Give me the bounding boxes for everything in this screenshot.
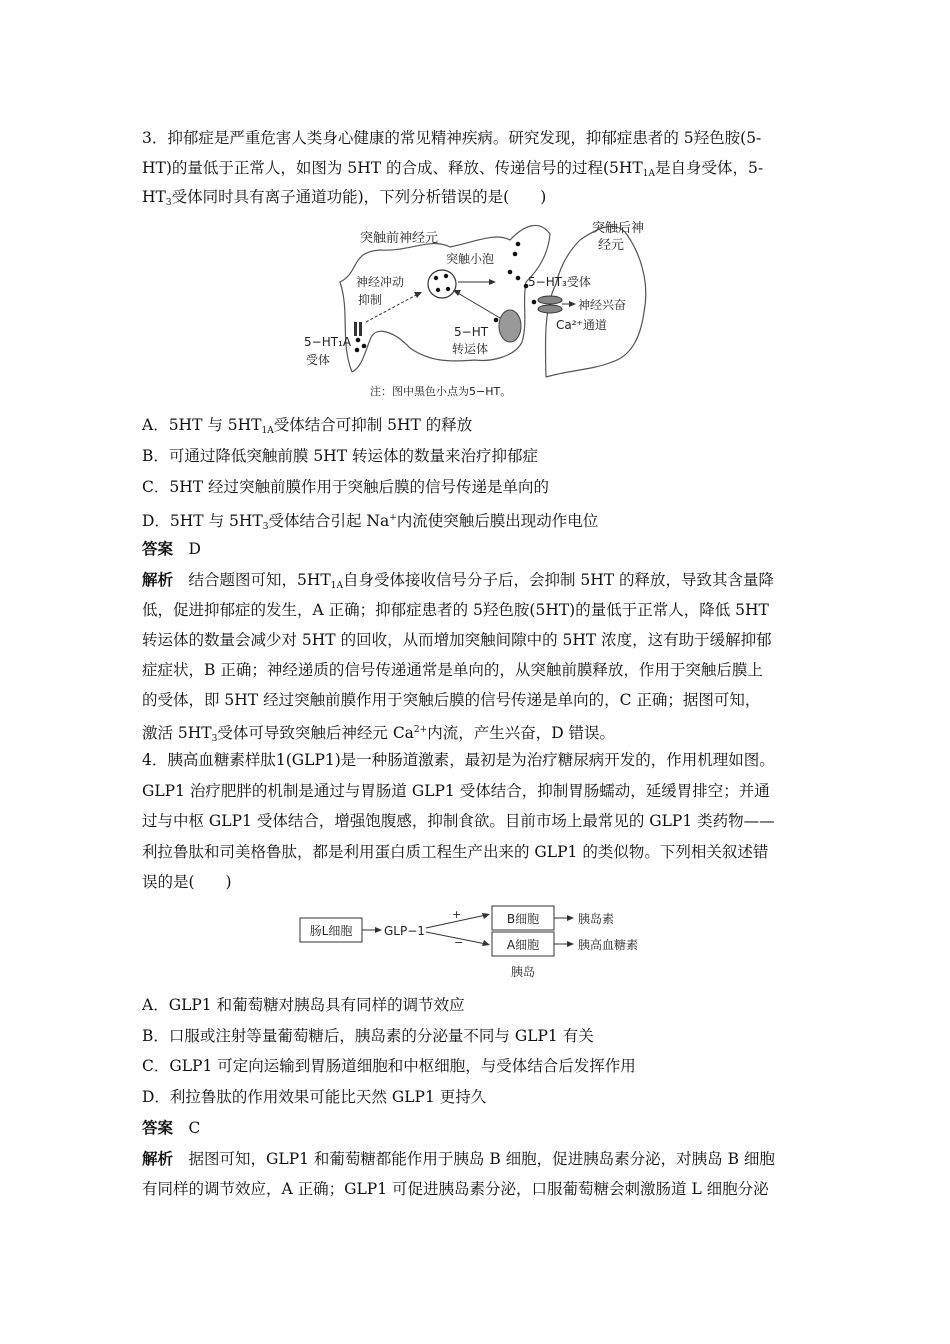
label-ca-channel: Ca²⁺通道	[556, 318, 607, 332]
diagram-mark	[456, 292, 500, 318]
q3-analysis-line-4: 症症状，B 正确；神经递质的信号传递通常是单向的，从突触前膜释放，作用于突触后膜上	[142, 661, 763, 679]
q3-answer: 答案 D	[142, 539, 201, 558]
5ht-transporter	[499, 310, 521, 342]
label-5ht1a-2: 受体	[306, 353, 331, 367]
diagram-mark	[359, 322, 362, 336]
q3-analysis-line-2: 低，促进抑郁症的发生，A 正确；抑郁症患者的 5羟色胺(5HT)的量低于正常人，降低 5HT	[142, 601, 769, 619]
q4-stem-line-4: 利拉鲁肽和司美格鲁肽，都是利用蛋白质工程生产出来的 GLP1 的类似物。下列相关叙述错	[142, 843, 769, 861]
label-insulin: 胰岛素	[578, 912, 615, 926]
q4-option-b: B．口服或注射等量葡萄糖后，胰岛素的分泌量不同与 GLP1 有关	[142, 1027, 594, 1045]
diagram-mark	[482, 940, 490, 946]
q4-stem-line-3: 过与中枢 GLP1 受体结合，增强饱腹感，抑制食欲。目前市场上最常见的 GLP1 类药物——	[142, 812, 775, 830]
figure-note: 注：图中黑色小点为5−HT。	[370, 385, 512, 398]
diagram-mark	[513, 252, 518, 257]
q3-option-c: C．5HT 经过突触前膜作用于突触后膜的信号传递是单向的	[142, 478, 550, 496]
label-l-cell: 肠L细胞	[309, 924, 353, 938]
q3-stem-line-1: 3．抑郁症是严重危害人类身心健康的常见精神疾病。研究发现，抑郁症患者的 5羟色胺(5-	[142, 129, 762, 147]
q4-stem-line-1: 4．胰高血糖素样肽1(GLP1)是一种肠道激素，最初是为治疗糖尿病开发的，作用机理如图。	[142, 751, 775, 769]
label-transporter-1: 5−HT	[454, 325, 489, 339]
diagram-mark	[482, 913, 490, 919]
diagram-mark	[453, 290, 461, 296]
q3-stem-line-2: HT)的量低于正常人，如图为 5HT 的合成、释放、传递信号的过程($5HT_{1A}$是自身受体，5-	[142, 159, 764, 179]
diagram-mark	[362, 344, 367, 349]
diagram-mark	[355, 348, 360, 353]
q3-analysis-line-3: 转运体的数量会减少对 5HT 的回收，从而增加突触间隙中的 5HT 浓度，这有助于缓解抑郁	[142, 631, 772, 649]
q3-option-a: A．5HT 与 $5HT_{1A}$受体结合可抑制 5HT 的释放	[142, 416, 473, 436]
diagram-mark	[494, 318, 499, 323]
q3-analysis-line-1: 解析 结合题图可知，$5HT_{1A}$自身受体接收信号分子后，会抑制 5HT 的释放，导致其含量降	[142, 570, 775, 591]
label-nerve-impulse: 神经冲动	[356, 275, 405, 289]
5ht1a-receptor	[354, 322, 357, 336]
q4-answer: 答案 C	[142, 1118, 201, 1137]
diagram-mark	[436, 288, 440, 292]
diagram-mark	[434, 276, 438, 280]
synapse-diagram	[300, 212, 660, 407]
ca-channel	[538, 305, 562, 313]
q4-option-d: D．利拉鲁肽的作用效果可能比天然 GLP1 更持久	[142, 1088, 487, 1106]
q4-stem-line-5: 误的是( )	[142, 873, 232, 891]
q3-option-b: B．可通过降低突触前膜 5HT 转运体的数量来治疗抑郁症	[142, 447, 538, 465]
diagram-mark	[567, 915, 574, 921]
diagram-mark	[375, 927, 382, 933]
q4-analysis-line-1: 解析 据图可知，GLP1 和葡萄糖都能作用于胰岛 B 细胞，促进胰岛素分泌，对胰岛 B 细胞	[142, 1149, 775, 1168]
label-transporter-2: 转运体	[452, 342, 489, 356]
label-glucagon: 胰高血糖素	[578, 938, 639, 952]
diagram-mark	[516, 276, 521, 281]
glp1-mechanism-diagram	[296, 902, 666, 984]
q4-stem-line-2: GLP1 治疗肥胖的机制是通过与胃肠道 GLP1 受体结合，抑制胃肠蠕动，延缓胃排空；并通	[142, 782, 770, 800]
label-5ht3-receptor: 5−HT₃受体	[528, 275, 591, 289]
label-islet: 胰岛	[510, 965, 536, 979]
diagram-mark	[356, 338, 361, 343]
label-glp1: GLP−1	[384, 924, 425, 938]
diagram-mark	[532, 300, 537, 305]
diagram-mark	[489, 279, 496, 285]
label-postsynaptic-neuron-1: 突触后神	[592, 221, 645, 236]
label-plus: +	[452, 908, 462, 921]
q3-analysis-line-6: 激活 $5HT_3$受体可导致突触后神经元 $Ca^{2+}$内流，产生兴奋，D 错误。	[142, 724, 616, 744]
label-postsynaptic-neuron-2: 经元	[598, 238, 625, 253]
q4-option-c: C．GLP1 可定向运输到胃肠道细胞和中枢细胞，与受体结合后发挥作用	[142, 1057, 636, 1075]
diagram-mark	[444, 274, 448, 278]
q3-stem-line-3: $HT_3$受体同时具有离子通道功能)，下列分析错误的是( )	[142, 188, 547, 208]
label-presynaptic-neuron: 突触前神经元	[360, 231, 439, 246]
label-5ht1a-1: 5−HT₁A	[304, 335, 352, 349]
q4-analysis-line-2: 有同样的调节效应，A 正确；GLP1 可促进胰岛素分泌，口服葡萄糖会刺激肠道 L 细胞分泌	[142, 1180, 769, 1198]
label-synaptic-vesicle: 突触小泡	[446, 252, 495, 266]
q4-option-a: A．GLP1 和葡萄糖对胰岛具有同样的调节效应	[142, 996, 465, 1014]
5ht3-receptor	[538, 296, 562, 304]
diagram-mark	[446, 287, 450, 291]
diagram-mark	[569, 301, 576, 307]
label-a-cell: A细胞	[506, 938, 540, 952]
diagram-mark	[567, 941, 574, 947]
synaptic-vesicle	[428, 270, 456, 298]
label-b-cell: B细胞	[506, 912, 540, 926]
diagram-mark	[508, 270, 513, 275]
q3-option-d: D．5HT 与 $5HT_3$受体结合引起 Na+内流使突触后膜出现动作电位	[142, 512, 599, 532]
label-minus: −	[454, 936, 464, 949]
label-inhibition: 抑制	[358, 293, 383, 307]
diagram-mark	[516, 242, 521, 247]
label-neuron-excitation: 神经兴奋	[578, 298, 627, 312]
q3-analysis-line-5: 的受体，即 5HT 经过突触前膜作用于突触后膜的信号传递是单向的，C 正确；据图可知，	[142, 691, 761, 709]
